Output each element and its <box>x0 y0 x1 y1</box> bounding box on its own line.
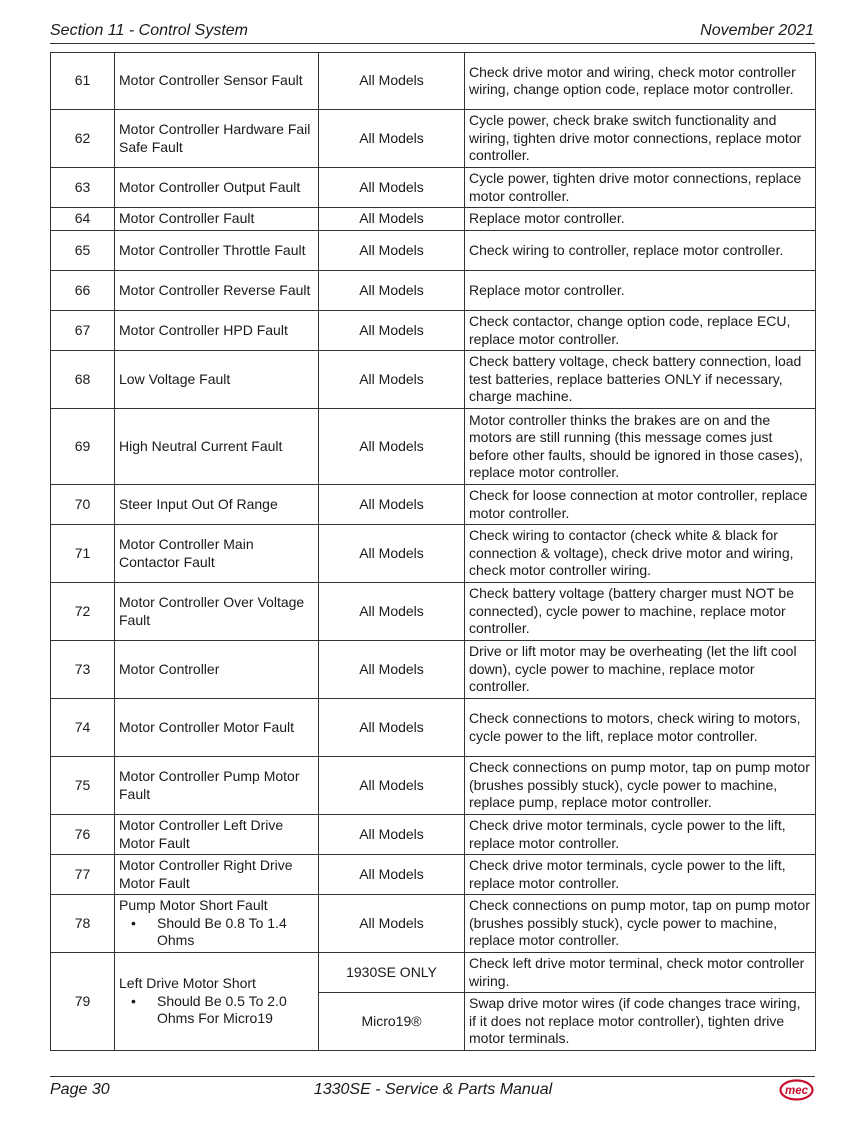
bullet-item <box>119 915 314 933</box>
fault-name <box>115 953 319 1051</box>
fault-action: Replace motor controller. <box>465 208 816 231</box>
fault-code: 68 <box>51 351 115 409</box>
fault-action: Check battery voltage (battery charger must NOT be connected), cycle power to machine, replace motor controller. <box>465 583 816 641</box>
fault-action: Cycle power, check brake switch functionality and wiring, tighten drive motor connections, replace motor controller. <box>465 110 816 168</box>
fault-code: 79 <box>51 953 115 1051</box>
fault-name: Motor Controller Pump Motor Fault <box>115 757 319 815</box>
fault-name: Low Voltage Fault <box>115 351 319 409</box>
fault-code: 71 <box>51 525 115 583</box>
table-row <box>51 208 816 231</box>
fault-model: All Models <box>319 641 465 699</box>
fault-model: All Models <box>319 311 465 351</box>
fault-action: Check connections to motors, check wiring to motors, cycle power to the lift, replace motor controller. <box>465 699 816 757</box>
table-row <box>51 53 816 110</box>
fault-code: 78 <box>51 895 115 953</box>
header-date: November 2021 <box>700 22 814 39</box>
fault-model: All Models <box>319 855 465 895</box>
fault-model: All Models <box>319 271 465 311</box>
fault-action: Check battery voltage, check battery connection, load test batteries, replace batteries ONLY if necessary, charge machine. <box>465 351 816 409</box>
fault-action: Check wiring to contactor (check white & black for connection & voltage), check drive motor and wiring, check motor controller wiring. <box>465 525 816 583</box>
footer-rule <box>50 1076 815 1077</box>
fault-name-text: Left Drive Motor Short <box>119 975 256 992</box>
table-row <box>51 641 816 699</box>
fault-action: Drive or lift motor may be overheating (let the lift cool down), cycle power to machine, replace motor controller. <box>465 641 816 699</box>
fault-model: All Models <box>319 168 465 208</box>
table-row <box>51 583 816 641</box>
fault-model: All Models <box>319 409 465 485</box>
table-row <box>51 757 816 815</box>
fault-name: High Neutral Current Fault <box>115 409 319 485</box>
table-row <box>51 953 816 993</box>
fault-model: All Models <box>319 699 465 757</box>
fault-code: 75 <box>51 757 115 815</box>
fault-action: Cycle power, tighten drive motor connections, replace motor controller. <box>465 168 816 208</box>
table-row <box>51 485 816 525</box>
fault-code: 73 <box>51 641 115 699</box>
fault-model: Micro19® <box>319 993 465 1051</box>
fault-action: Check drive motor and wiring, check motor controller wiring, change option code, replace motor controller. <box>465 53 816 110</box>
fault-model: All Models <box>319 485 465 525</box>
fault-name: Motor Controller Fault <box>115 208 319 231</box>
fault-action: Check left drive motor terminal, check motor controller wiring. <box>465 953 816 993</box>
fault-code: 66 <box>51 271 115 311</box>
fault-model: All Models <box>319 110 465 168</box>
fault-code: 63 <box>51 168 115 208</box>
bullet-continuation: Ohms For Micro19 <box>157 1010 273 1027</box>
fault-model: All Models <box>319 815 465 855</box>
fault-code: 62 <box>51 110 115 168</box>
fault-code: 76 <box>51 815 115 855</box>
table-row <box>51 699 816 757</box>
fault-name: Motor Controller HPD Fault <box>115 311 319 351</box>
fault-model: 1930SE ONLY <box>319 953 465 993</box>
fault-name: Motor Controller Sensor Fault <box>115 53 319 110</box>
fault-code: 67 <box>51 311 115 351</box>
fault-action: Replace motor controller. <box>465 271 816 311</box>
fault-name: Motor Controller Motor Fault <box>115 699 319 757</box>
fault-name: Motor Controller Main Contactor Fault <box>115 525 319 583</box>
fault-action: Check drive motor terminals, cycle power to the lift, replace motor controller. <box>465 815 816 855</box>
bullet-item <box>119 993 314 1011</box>
fault-name: Motor Controller Reverse Fault <box>115 271 319 311</box>
logo-text: mec <box>784 1085 809 1097</box>
bullet-icon: • <box>131 992 136 1009</box>
table-row <box>51 895 816 953</box>
bullet-text: Should Be 0.8 To 1.4 <box>157 914 287 931</box>
fault-code: 70 <box>51 485 115 525</box>
table-row <box>51 271 816 311</box>
fault-action: Check contactor, change option code, replace ECU, replace motor controller. <box>465 311 816 351</box>
table-row <box>51 311 816 351</box>
fault-model: All Models <box>319 231 465 271</box>
mec-logo <box>779 1079 814 1101</box>
fault-model: All Models <box>319 208 465 231</box>
fault-name-text: Pump Motor Short Fault <box>119 897 268 914</box>
fault-action: Check connections on pump motor, tap on pump motor (brushes possibly stuck), cycle power to machine, replace pump, replace motor controller. <box>465 757 816 815</box>
fault-model: All Models <box>319 351 465 409</box>
fault-code: 74 <box>51 699 115 757</box>
fault-action: Check connections on pump motor, tap on pump motor (brushes possibly stuck), cycle power to machine, replace motor controller. <box>465 895 816 953</box>
section-title: Section 11 - Control System <box>50 22 249 39</box>
fault-name: Motor Controller Over Voltage Fault <box>115 583 319 641</box>
fault-code: 61 <box>51 53 115 110</box>
fault-name: Motor Controller Right Drive Motor Fault <box>115 855 319 895</box>
fault-action: Swap drive motor wires (if code changes trace wiring, if it does not replace motor controller), tighten drive motor terminals. <box>465 993 816 1051</box>
fault-code: 72 <box>51 583 115 641</box>
header-rule <box>50 43 815 44</box>
fault-code-table <box>50 52 816 1051</box>
fault-model: All Models <box>319 895 465 953</box>
fault-action: Motor controller thinks the brakes are on and the motors are still running (this message comes just before other faults, should be ignored in those cases), replace motor controller. <box>465 409 816 485</box>
fault-model: All Models <box>319 757 465 815</box>
bullet-continuation: Ohms <box>157 932 195 949</box>
manual-title: 1330SE - Service & Parts Manual <box>313 1081 553 1098</box>
fault-model: All Models <box>319 53 465 110</box>
fault-action: Check for loose connection at motor controller, replace motor controller. <box>465 485 816 525</box>
table-row <box>51 855 816 895</box>
page-number: Page 30 <box>50 1081 110 1098</box>
fault-model: All Models <box>319 525 465 583</box>
bullet-icon: • <box>131 914 136 931</box>
fault-name: Motor Controller Hardware Fail Safe Fault <box>115 110 319 168</box>
fault-code: 77 <box>51 855 115 895</box>
fault-code: 69 <box>51 409 115 485</box>
table-row <box>51 231 816 271</box>
fault-name: Motor Controller Left Drive Motor Fault <box>115 815 319 855</box>
fault-action: Check wiring to controller, replace motor controller. <box>465 231 816 271</box>
fault-name: Motor Controller Output Fault <box>115 168 319 208</box>
table-row <box>51 409 816 485</box>
bullet-text: Should Be 0.5 To 2.0 <box>157 992 287 1009</box>
table-row <box>51 110 816 168</box>
fault-model: All Models <box>319 583 465 641</box>
table-row <box>51 351 816 409</box>
fault-name: Steer Input Out Of Range <box>115 485 319 525</box>
table-row <box>51 815 816 855</box>
table-row <box>51 168 816 208</box>
fault-action: Check drive motor terminals, cycle power to the lift, replace motor controller. <box>465 855 816 895</box>
fault-name: Motor Controller Throttle Fault <box>115 231 319 271</box>
fault-code: 64 <box>51 208 115 231</box>
fault-table-body <box>51 53 816 1051</box>
table-row <box>51 525 816 583</box>
fault-code: 65 <box>51 231 115 271</box>
fault-name <box>115 895 319 953</box>
fault-name: Motor Controller <box>115 641 319 699</box>
